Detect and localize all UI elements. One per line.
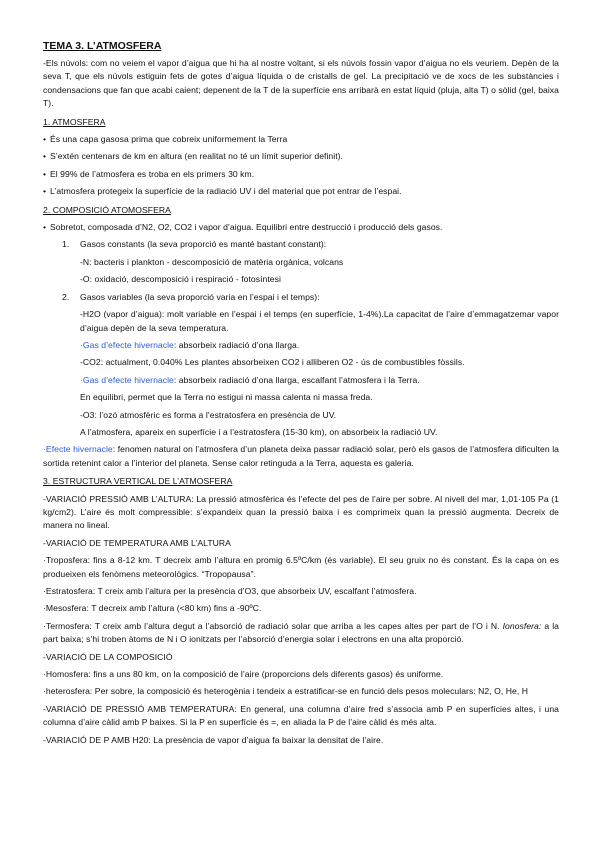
section-1-bullet: • El 99% de l’atmosfera es troba en els primers 30 km. [43,168,559,181]
gas-effect-text: : absorbeix radiació d’ona llarga, escalfant l’atmosfera i la Terra. [173,374,420,385]
section-1-bullet: • S’extén centenars de km en altura (en realitat no té un límit superior definit). [43,150,559,163]
section-3-heading: 3. ESTRUCTURA VERTICAL DE L’ATMOSFERA [43,476,233,487]
gas-effect-text: : absorbeix radiació d’ona llarga. [173,339,300,350]
ionosphere-label: Ionosfera: [502,620,542,631]
temperature-heading: -VARIACIÓ DE TEMPERATURA AMB L’ALTURA [43,537,231,548]
gas-line: -N: bacteris i plankton - descomposició de matèria orgànica, volcans [80,256,344,267]
pressure-h2o-paragraph: -VARIACIÓ DE P AMB H20: La presència de vapor d’aigua fa baixar la densitat de l’aire. [43,734,384,745]
document-page [43,40,559,751]
efecte-label: ·Efecte hivernacle [43,444,113,455]
intro-paragraph: -Els núvols: com no veiem el vapor d’aigua que hi ha al nostre voltant, si els núvols fossin vapor d’aigua no els veuriem. Depèn de la seva T, que els núvols estiguin fets de gotes d’aigua líquida o de cristalls de gel. La precipitació ve de xocs de les substàncies i condensacions que fan que acabi caient; depenent de la T de la superfície ens arribarà en estat líquid (pluja, alta T) o sòlid (gel, baixa T). [43,58,559,109]
thermosphere-text: ·Termosfera: T creix amb l’altura degut a l’absorció de radiació solar que arriba a les capes altes per part de l’O i N. [43,620,503,631]
section-2-heading: 2. COMPOSICIÓ ATOMOSFERA [43,204,171,215]
thermosphere-paragraph [43,620,559,647]
o3-line-2: A l’atmosfera, apareix en superfície i a l’estratosfera (15-30 km), on absorbeix la radiació UV. [80,426,438,437]
efecte-text: : fenomen natural on l’atmosfera d’un planeta deixa passar radiació solar, però els gasos de l’atmosfera dificulten la sortida retenint calor a l’interior del planeta. Sense calor retinguda a la Terra, aquesta es galeria. [43,444,559,468]
gas-line: -O: oxidació, descomposició i respiració - fotosíntesi [80,274,281,285]
h2o-paragraph: -H2O (vapor d’aigua): molt variable en l’espai i el temps (en superfície, 1-4%).La capacitat de l’aire d’emmagatzemar vapor d’aigua depèn de la seva temperatura. [80,309,559,333]
section-2-bullet: • Sobretot, composada d’N2, O2, CO2 i vapor d’aigua. Equilibri entre destrucció i producció dels gasos. [43,221,559,234]
section-1-heading: 1. ATMOSFERA [43,116,106,127]
co2-line: -CO2: actualment, 0.040% Les plantes absorbeixen CO2 i alliberen O2 - ús de combustibles fòssils. [80,357,465,368]
composition-heading: -VARIACIÓ DE LA COMPOSICIÓ [43,651,173,662]
section-1-bullet: • L’atmosfera protegeix la superfície de la radiació UV i del material que pot entrar de l’espai. [43,185,559,198]
section-1-bullet: • És una capa gasosa prima que cobreix uniformement la Terra [43,133,559,146]
homosphere-paragraph: ·Homosfera: fins a uns 80 km, on la composició de l’aire (proporcions dels diferents gasos) és uniforme. [43,669,444,680]
efecte-hivernacle-paragraph [43,443,559,470]
mesosphere-paragraph: ·Mesosfera: T decreix amb l’altura (<80 km) fins a -90ºC. [43,603,262,614]
troposphere-paragraph: ·Troposfera: fins a 8-12 km. T decreix amb l’altura en promig 6.5ºC/km (és variable). El seu gruix no és constant. És la capa on es produeixen els fenòmens meteorològics. “Tropopausa”. [43,555,559,579]
item-number: 2. [62,291,70,302]
document-title: TEMA 3. L’ATMOSFERA [43,40,162,52]
ionosphere-text: a la part baixa; s’hi troben àtoms de N i O ionitzats per l’absorció d’energia solar i electrons en una alta proporció. [43,620,559,645]
pressure-temperature-paragraph: -VARIACIÓ DE PRESSIÓ AMB TEMPERATURA: En general, una columna d’aire fred s’associa amb P en superfícies altes, i una columna d’aire càlid amb P baixes. Si la P en superfície és =, en aliada la P de l’aire càlid és més alta. [43,703,559,728]
item-text: Gasos variables (la seva proporció varia en l’espai i el temps): [80,291,320,302]
item-number: 1. [62,239,70,250]
gas-effect-label: ·Gas d’efecte hivernacle [80,374,174,385]
heterosphere-paragraph: ·heterosfera: Per sobre, la composició és heterogènia i tendeix a estratificar-se en funció dels pesos moleculars: N2, O, He, H [43,686,528,697]
o3-line: -O3: l’ozó atmosfèric es forma a l’estratosfera en presència de UV. [80,409,337,420]
gas-effect-label: ·Gas d’efecte hivernacle [80,339,174,350]
gas-effect-line [80,339,559,352]
numbered-item-2 [62,291,559,304]
numbered-item-1 [62,238,559,251]
gas-effect-line [80,374,559,387]
item-text: Gasos constants (la seva proporció es manté bastant constant): [80,239,327,250]
stratosphere-paragraph: ·Estratosfera: T creix amb l’altura per la presència d’O3, que absorbeix UV, escalfant l’atmosfera. [43,586,417,596]
pressure-paragraph: -VARIACIÓ PRESSIÓ AMB L’ALTURA: La pressió atmosfèrica és l’efecte del pes de l’aire per sobre. Al nivell del mar, 1,01·105 Pa (1 kg/cm2). L’aire és molt compressible: s’expandeix quan la pressió baixa i es comprimeix quan la pressió augmenta. Decreix de manera no lineal. [43,493,559,531]
equilibri-line: En equilibri, permet que la Terra no estigui ni massa calenta ni massa freda. [80,392,373,403]
